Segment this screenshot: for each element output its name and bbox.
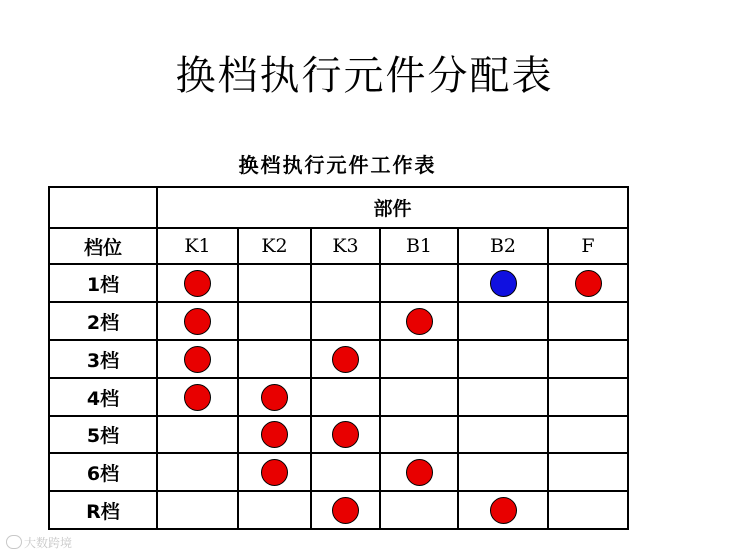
engagement-cell [380,491,458,529]
engaged-red-dot [406,308,433,335]
engagement-cell [157,378,238,416]
engagement-cell [157,302,238,340]
engagement-cell [157,491,238,529]
engagement-cell [311,453,380,491]
engagement-cell [311,264,380,302]
watermark [6,534,72,551]
watermark-text: 大数跨境 [24,536,73,550]
gear-row [49,378,628,416]
engaged-red-dot [184,270,211,297]
slide-title: 换档执行元件分配表 [175,53,554,99]
engaged-red-dot [490,497,517,524]
gear-label: R档 [49,491,157,529]
engaged-red-dot [184,384,211,411]
engagement-cell [458,264,548,302]
engagement-cell [157,416,238,453]
engaged-red-dot [184,308,211,335]
engagement-cell [380,340,458,378]
gear-element-table [48,186,629,530]
engagement-cell [458,416,548,453]
engagement-cell [238,378,311,416]
engagement-cell [548,416,628,453]
gear-row [49,453,628,491]
header-row-columns [49,228,628,264]
gear-column-header: 档位 [49,228,157,264]
engagement-cell [380,453,458,491]
column-header-b2: B2 [458,228,548,264]
column-header-k3: K3 [311,228,380,264]
engaged-red-dot [332,421,359,448]
engaged-red-dot [406,459,433,486]
engagement-cell [548,264,628,302]
engagement-cell [238,264,311,302]
engagement-cell [380,264,458,302]
engaged-red-dot [332,346,359,373]
engagement-cell [157,453,238,491]
engagement-cell [380,378,458,416]
gear-row [49,302,628,340]
engagement-cell [548,302,628,340]
engagement-cell [238,453,311,491]
engagement-cell [548,340,628,378]
engagement-cell [238,340,311,378]
engaged-red-dot [261,421,288,448]
gear-label: 1档 [49,264,157,302]
engagement-cell [380,416,458,453]
engaged-red-dot [261,459,288,486]
engagement-cell [311,302,380,340]
gear-label: 5档 [49,416,157,453]
gear-row [49,264,628,302]
engagement-cell [311,491,380,529]
engagement-cell [458,378,548,416]
gear-row [49,491,628,529]
engaged-red-dot [261,384,288,411]
engaged-red-dot [332,497,359,524]
column-header-k1: K1 [157,228,238,264]
engagement-cell [157,264,238,302]
engagement-cell [311,378,380,416]
engaged-red-dot [184,346,211,373]
gear-label: 4档 [49,378,157,416]
corner-cell [49,187,157,228]
engagement-cell [458,302,548,340]
gear-label: 3档 [49,340,157,378]
engagement-cell [311,416,380,453]
column-header-k2: K2 [238,228,311,264]
engaged-blue-dot [490,270,517,297]
engagement-cell [548,453,628,491]
column-header-f: F [548,228,628,264]
components-header: 部件 [157,187,628,228]
gear-label: 2档 [49,302,157,340]
engaged-red-dot [575,270,602,297]
engagement-cell [458,453,548,491]
gear-row [49,340,628,378]
engagement-cell [157,340,238,378]
gear-row [49,416,628,453]
table-caption: 换档执行元件工作表 [238,153,437,177]
engagement-cell [311,340,380,378]
header-row-group [49,187,628,228]
column-header-b1: B1 [380,228,458,264]
gear-label: 6档 [49,453,157,491]
engagement-cell [458,340,548,378]
engagement-cell [458,491,548,529]
engagement-cell [548,378,628,416]
watermark-logo-icon [6,535,22,549]
engagement-cell [238,416,311,453]
engagement-cell [238,491,311,529]
engagement-cell [380,302,458,340]
engagement-cell [548,491,628,529]
engagement-cell [238,302,311,340]
